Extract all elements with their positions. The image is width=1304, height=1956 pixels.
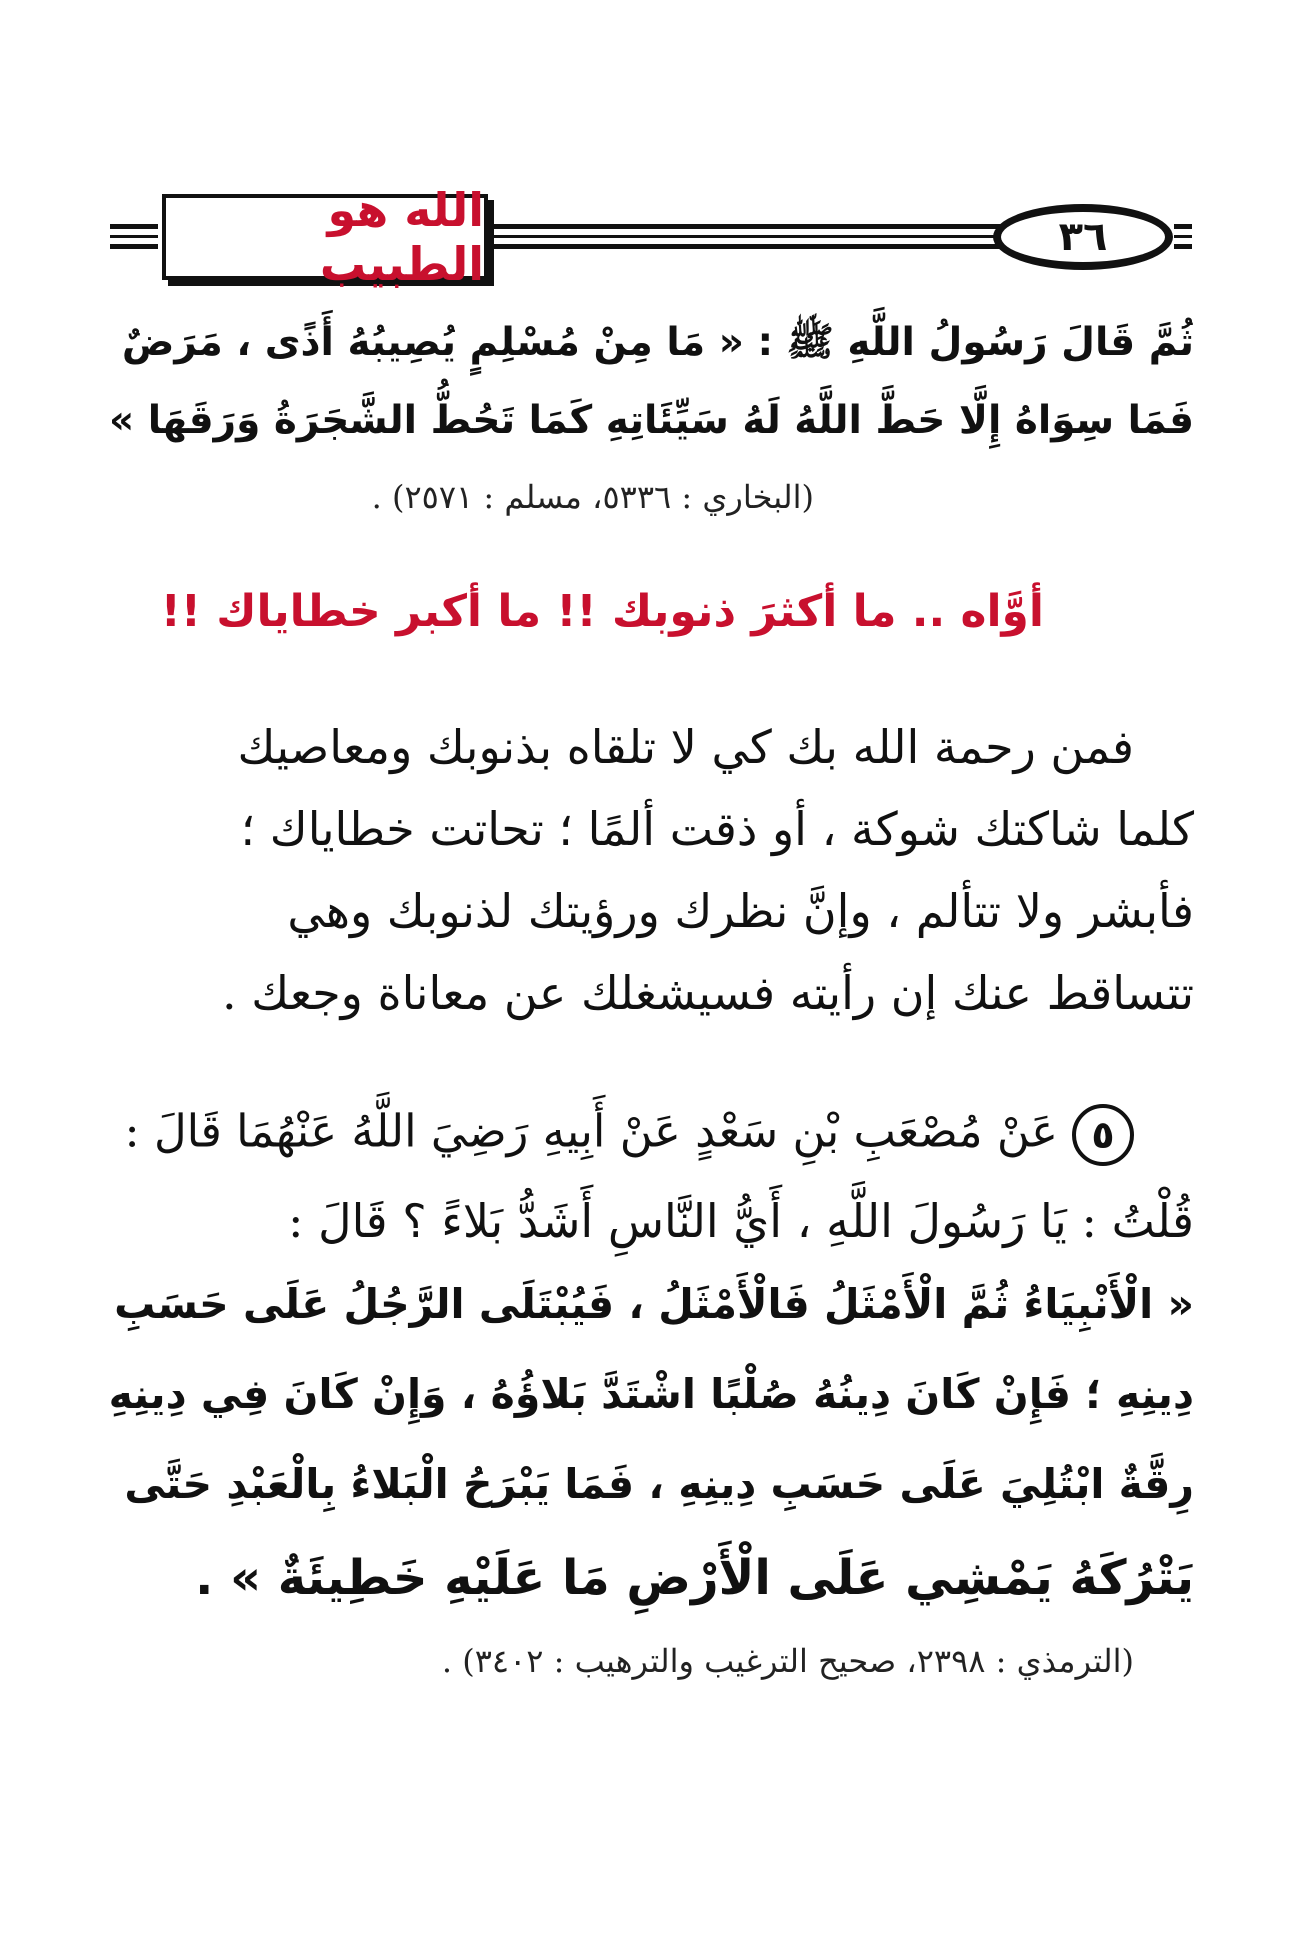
chapter-title: الله هو الطبيب	[319, 183, 484, 291]
hadith-block-1	[108, 300, 1194, 520]
chapter-title-box	[162, 183, 488, 291]
commentary-paragraph	[108, 712, 1194, 1052]
page-header	[110, 183, 1192, 291]
hadith-line: رِقَّةٌ ابْتُلِيَ عَلَى حَسَبِ دِينِهِ ، فَمَا يَبْرَحُ الْبَلاءُ بِالْعَبْدِ حَتَّى	[124, 1460, 1194, 1508]
hadith-intro-text: عَنْ مُصْعَبِ بْنِ سَعْدٍ عَنْ أَبِيهِ رَضِيَ اللَّهُ عَنْهُمَا قَالَ :	[124, 1104, 1058, 1158]
hadith-line: دِينِهِ ؛ فَإِنْ كَانَ دِينُهُ صُلْبًا اشْتَدَّ بَلاؤُهُ ، وَإِنْ كَانَ فِي دِينِهِ	[108, 1370, 1194, 1418]
exclamation-heading-block	[108, 586, 1194, 656]
header-rule-left	[110, 224, 158, 250]
hadith-block-5	[108, 1090, 1194, 1790]
hadith-reference: (الترمذي : ٢٣٩٨، صحيح الترغيب والترهيب : ٣٤٠٢) .	[441, 1642, 1134, 1680]
hadith-intro-line: قُلْتُ : يَا رَسُولَ اللَّهِ ، أَيُّ النَّاسِ أَشَدُّ بَلاءً ؟ قَالَ :	[288, 1194, 1194, 1248]
hadith-line: يَتْرُكَهُ يَمْشِي عَلَى الْأَرْضِ مَا عَلَيْهِ خَطِيئَةٌ » .	[195, 1550, 1194, 1606]
paragraph-line: تتساقط عنك إن رأيته فسيشغلك عن معاناة وجعك .	[222, 966, 1194, 1020]
hadith-line: ثُمَّ قَالَ رَسُولُ اللَّهِ ﷺ : « مَا مِنْ مُسْلِمٍ يُصِيبُهُ أَذًى ، مَرَضٌ	[121, 320, 1194, 365]
page-number-oval	[993, 204, 1173, 270]
page-number: ٣٦	[1058, 214, 1108, 260]
hadith-reference: (البخاري : ٥٣٣٦، مسلم : ٢٥٧١) .	[371, 478, 814, 516]
paragraph-line: فأبشر ولا تتألم ، وإنَّ نظرك ورؤيتك لذنوبك وهي	[287, 884, 1194, 938]
hadith-number-badge: ٥	[1072, 1104, 1134, 1166]
exclamation-heading: أوَّاه .. ما أكثرَ ذنوبك !! ما أكبر خطاياك !!	[160, 586, 1044, 637]
header-rule-right	[1174, 224, 1192, 250]
paragraph-line: فمن رحمة الله بك كي لا تلقاه بذنوبك ومعاصيك	[237, 720, 1134, 774]
hadith-line: « الْأَنْبِيَاءُ ثُمَّ الْأَمْثَلُ فَالْأَمْثَلُ ، فَيُبْتَلَى الرَّجُلُ عَلَى حَسَبِ	[114, 1280, 1194, 1328]
hadith-line: فَمَا سِوَاهُ إِلَّا حَطَّ اللَّهُ لَهُ سَيِّئَاتِهِ كَمَا تَحُطُّ الشَّجَرَةُ وَرَقَهَا »	[108, 398, 1194, 443]
hadith-intro-line	[125, 1104, 1135, 1166]
paragraph-line: كلما شاكتك شوكة ، أو ذقت ألمًا ؛ تحاتت خطاياك ؛	[240, 802, 1194, 856]
